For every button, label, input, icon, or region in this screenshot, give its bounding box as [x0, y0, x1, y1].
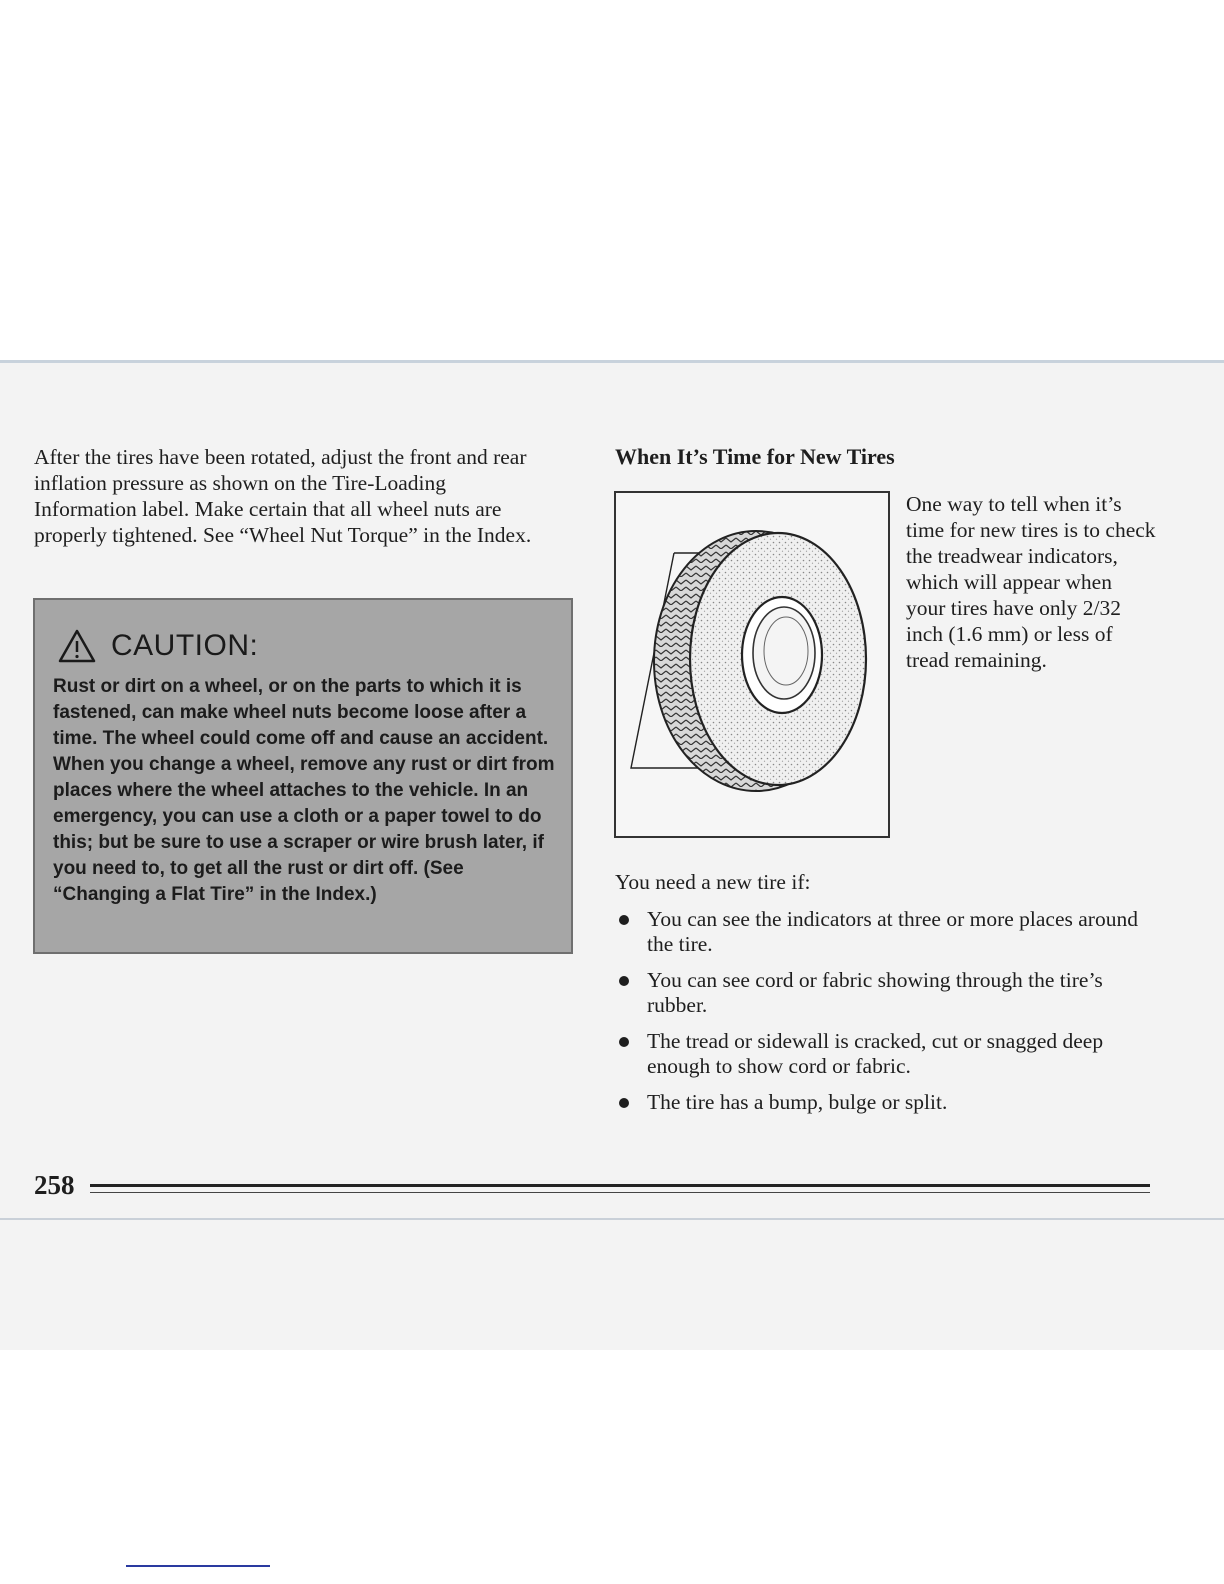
intro-paragraph: After the tires have been rotated, adjust the front and rear inflation pressure as shown on the Tire-Loading Information label. Make certain that all wheel nuts are properly tightened. See “Wheel Nut Torque” in the Index.	[34, 445, 532, 547]
page-top-divider	[0, 360, 1224, 363]
footer-rule	[90, 1184, 1150, 1187]
bullet-icon	[619, 1098, 629, 1108]
caution-text: Rust or dirt on a wheel, or on the parts to which it is fastened, can make wheel nuts become loose after a time. The wheel could come off and cause an accident. When you change a wheel, remove any rust or dirt from places where the wheel attaches to the vehicle. In an emergency, you can use a cloth or a paper towel to do this; but be sure to use a scraper or wire brush later, if you need to, to get all the rust or dirt off. (See “Changing a Flat Tire” in the Index.)	[53, 676, 555, 905]
new-tire-criteria-list	[615, 907, 1155, 1126]
warning-triangle-icon	[57, 628, 97, 664]
bullet-icon	[619, 1037, 629, 1047]
page-number: 258	[34, 1170, 75, 1200]
caution-box	[33, 598, 573, 954]
bullet-icon	[619, 976, 629, 986]
section-heading: When It’s Time for New Tires	[615, 444, 895, 469]
tire-icon	[616, 493, 888, 836]
bottom-link-underline	[126, 1565, 270, 1567]
caution-header	[57, 626, 258, 666]
tire-illustration	[614, 491, 890, 838]
list-item: You can see cord or fabric showing through the tire’s rubber.	[615, 968, 1155, 1018]
list-item: The tread or sidewall is cracked, cut or snagged deep enough to show cord or fabric.	[615, 1029, 1155, 1079]
new-tire-criteria-label: You need a new tire if:	[615, 870, 811, 894]
list-item: You can see the indicators at three or more places around the tire.	[615, 907, 1155, 957]
footer-rule-thin	[90, 1192, 1150, 1193]
caution-title: CAUTION:	[111, 629, 259, 662]
list-item: The tire has a bump, bulge or split.	[615, 1090, 1155, 1115]
page-bottom-divider	[0, 1218, 1224, 1220]
bullet-icon	[619, 915, 629, 925]
figure-caption: One way to tell when it’s time for new tires is to check the treadwear indicators, which will appear when your tires have only 2/32 inch (1.6 mm) or less of tread remaining.	[906, 492, 1156, 672]
